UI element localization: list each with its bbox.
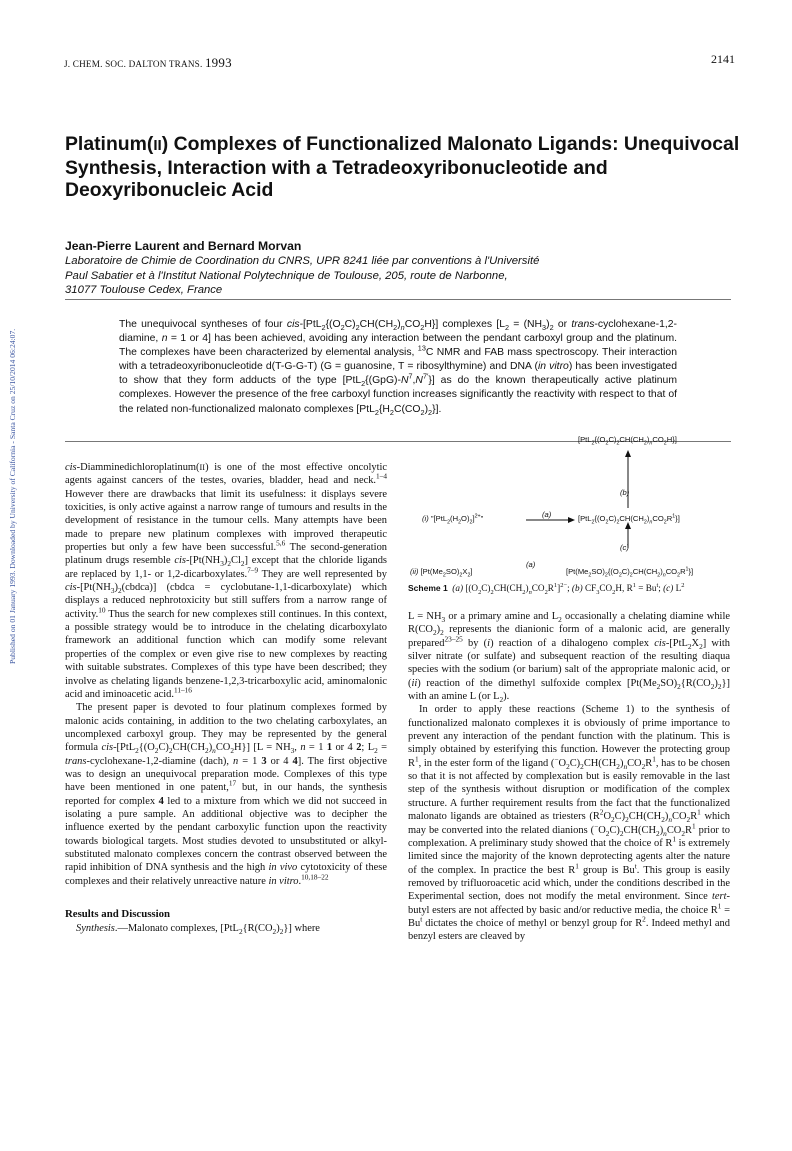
scheme-top-complex: $[PtL_2\{(O_2C)_2CH(CH_2)_nCO_2H\}]$ [578,435,677,447]
scheme-route-ii: (ii) $[Pt(Me_2SO)_2X_2]$ [410,567,473,579]
scheme-dmso-complex: $[Pt(Me_2SO)_2\{(O_2C)_2CH(CH_2)_nCO_2R^1\}]$ [566,566,694,579]
scheme-ester-complex: $[PtL_2\{(O_2C)_2CH(CH_2)_nCO_2R^1\}]$ [578,513,680,526]
running-head [64,55,232,71]
divider [65,299,731,300]
scheme-1 [408,430,738,579]
paragraph: $L = NH_3$ or a primary amine and $L_2$ occasionally a chelating diamine while $R(CO_2)_2$ represents the dianionic form of a malonic acid, are generally prepared$^{23-25}$ by (i) reaction of a dihalogeno complex cis-$[PtL_2X_2]$ with silver nitrate (or sulfate) and subsequent reaction of the resulting diaqua species with the sodium (or barium) salt of the appropriate malonic acid, or (ii) reaction of the dimethyl sulfoxide complex $[Pt(Me_2SO)_2\{R(CO_2)_2\}]$ with an amine L (or $L_2$). [408,611,730,705]
paragraph: The present paper is devoted to four platinum complexes formed by malonic acids containing, in addition to the two chelating carboxylates, an uncomplexed carboxyl group. They may be represented by the general formula cis-$[PtL_2\{(O_2C)_2CH(CH_2)_nCO_2H\}] [L = NH_3$, n = 1 1 or 4 2; $L_2$ = trans-cyclohexane-1,2-diamine (dach), n = 1 3 or 4 4]. The first objective was to design an unequivocal preparation mode. Complexes of this type have been mentioned in one patent,$^{17}$ but, in our hands, the synthesis reported for complex 4 led to a mixture from which we did not succeed in isolating a pure sample. An additional objective was to decipher the influence exerted by the pendant carboxylic function upon the reactivity towards biological targets. Most studies devoted to unsubstituted or alkyl-substituted malonato complexes concern the contrast observed between the rapid inhibition of DNA synthesis and the high in vivo cytotoxicity of these complexes and their relatively unreactive nature in vitro.$^{10,18-22}$ [65,702,388,887]
right-column [408,610,730,944]
scheme-arrows [408,430,738,570]
scheme-route-i: (i) "$[PtL_2(H_2O)_2]^{2+}$" [422,513,484,526]
article-title: Platinum(II) Complexes of Functionalized Malonato Ligands: Unequivocal Synthesis, Interaction with a Tetradeoxyribonucleotide and Deoxyribonucleic Acid [65,133,740,201]
paragraph: In order to apply these reactions (Scheme 1) to the synthesis of functionalized malonato complexes it is obviously of prime importance to prevent any interaction of the pendant function with the platinum. This is simply obtained by esterifying this function. However the protecting group $R^1$, in the ester form of the ligand $(^-O_2C)_2CH(CH_2)_nCO_2R^1$, has to be chosen so that it is not affected by complexation but is easily removable in the last step of the synthesis without disruption or modification of the complex structure. A further requirement results from the fact that the functionalized malonato ligands are obtained as triesters $(R^2O_2C)_2CH(CH_2)_nCO_2R^1$ which may be converted into the related dianions $(^-O_2C)_2CH(CH_2)_nCO_2R^1$ prior to complexation. A preliminary study showed that the choice of $R^1$ is extremely limited since the majority of the known deprotecting agents alter the nature of the complex. In practice the best $R^1$ group is Bu$^t$. This group is easily removed by trifluoroacetic acid which, under the conditions described in the Experimental section, does not modify the metal environment. Since tert-butyl esters are not affected by basic and/or reductive media, the choice $R^1 = Bu^t$ dictates the choice of methyl or benzyl group for $R^2$. Indeed methyl and benzyl esters are cleaved by [408,704,730,943]
scheme-caption: Scheme 1 (a) $[(O_2C)_2CH(CH_2)_nCO_2R^1]^{2-}$; (b) $CF_3CO_2H$, $R^1 = Bu^t$; (c) $L^2$ [408,581,685,596]
section-heading: Results and Discussion [65,908,171,920]
paragraph: cis-Diamminedichloroplatinum(II) is one of the most effective oncolytic agents against cancers of the testes, ovaries, bladder, head and neck.$^{1-4}$ However there are drawbacks that limit its usefulness: it displays severe toxicities, is only active against a narrow range of tumours and results in the development of resistance in the tumour cells. Many attempts have been made to prepare new platinum complexes with improved therapeutic properties but only a few have been successful.$^{5,6}$ The second-generation platinum drugs resemble cis-$[Pt(NH_3)_2Cl_2]$ except that the chloride ligands are replaced by 1,1- or 1,2-dicarboxylates.$^{7-9}$ They are well represented by cis-$[Pt(NH_3)_2(cbdca)]$ (cbdca = cyclobutane-1,1-dicarboxylate) which displays a reduced nephrotoxicity but still suffers from a narrow range of activity.$^{10}$ Thus the search for new complexes still continues. In this context, a possible strategy would be to introduce in the chelating dicarboxylato framework an additional function which can modify some relevant properties of the complex or even give rise to new complexes by reacting with suitable substrates. Complexes of this type have been described; they involve as chelating ligands benzene-1,2,3-tricarboxylic acid, aminomalonic acid and iminoacetic acid.$^{11-16}$ [65,462,388,700]
scheme-step-c: (c) [620,543,629,552]
page-number: 2141 [711,52,735,66]
abstract: The unequivocal syntheses of four cis-$[PtL_2\{(O_2C)_2CH(CH_2)_nCO_2H\}]$ complexes [$L_2 = (NH_3)_2$ or trans-cyclohexane-1,2-diamine, n = 1 or 4] has been achieved, avoiding any interaction between the pendant carboxyl group and the platinum. The complexes have been characterized by elemental analysis, $^{13}$C NMR and FAB mass spectroscopy. Their interaction with a tetradeoxyribonucleotide d(T-G-G-T) (G = guanosine, T = ribosylthymine) and DNA (in vitro) has been investigated to show that they form adducts of the type $[PtL_2\{(GpG)-N^7,N^{7'}\}]$ as do the known therapeutically active platinum complexes. However the presence of the free carboxyl function increases significantly the reactivity with respect to that of the related non-functionalized malonato complexes $[PtL_2\{H_2C(CO_2)_2\}]$. [119,319,678,417]
scheme-step-a: (a) [526,560,536,569]
caption-label: Scheme 1 [408,583,448,593]
affiliation-line: 31077 Toulouse Cedex, France [65,284,223,297]
left-column [65,461,387,936]
journal-name: J. CHEM. SOC. DALTON TRANS. [64,59,203,69]
affiliation [65,254,745,298]
authors: Jean-Pierre Laurent and Bernard Morvan [65,239,302,253]
scheme-step-a: (a) [542,510,552,519]
affiliation-line: Laboratoire de Chimie de Coordination du CNRS, UPR 8241 liée par conventions à l'Université [65,255,540,267]
journal-year: 1993 [204,55,232,70]
paragraph: Synthesis.—Malonato complexes, $[PtL_2\{R(CO_2)_2\}]$ where [76,923,320,937]
watermark-text: Published on 01 January 1993. Downloaded by University of California - Santa Cruz on 25/10/2014 06:24:07. [8,328,17,664]
scheme-step-b: (b) [620,488,630,497]
download-watermark [0,64,17,664]
affiliation-line: Paul Sabatier et à l'Institut National Polytechnique de Toulouse, 205, route de Narbonne, [65,269,508,282]
